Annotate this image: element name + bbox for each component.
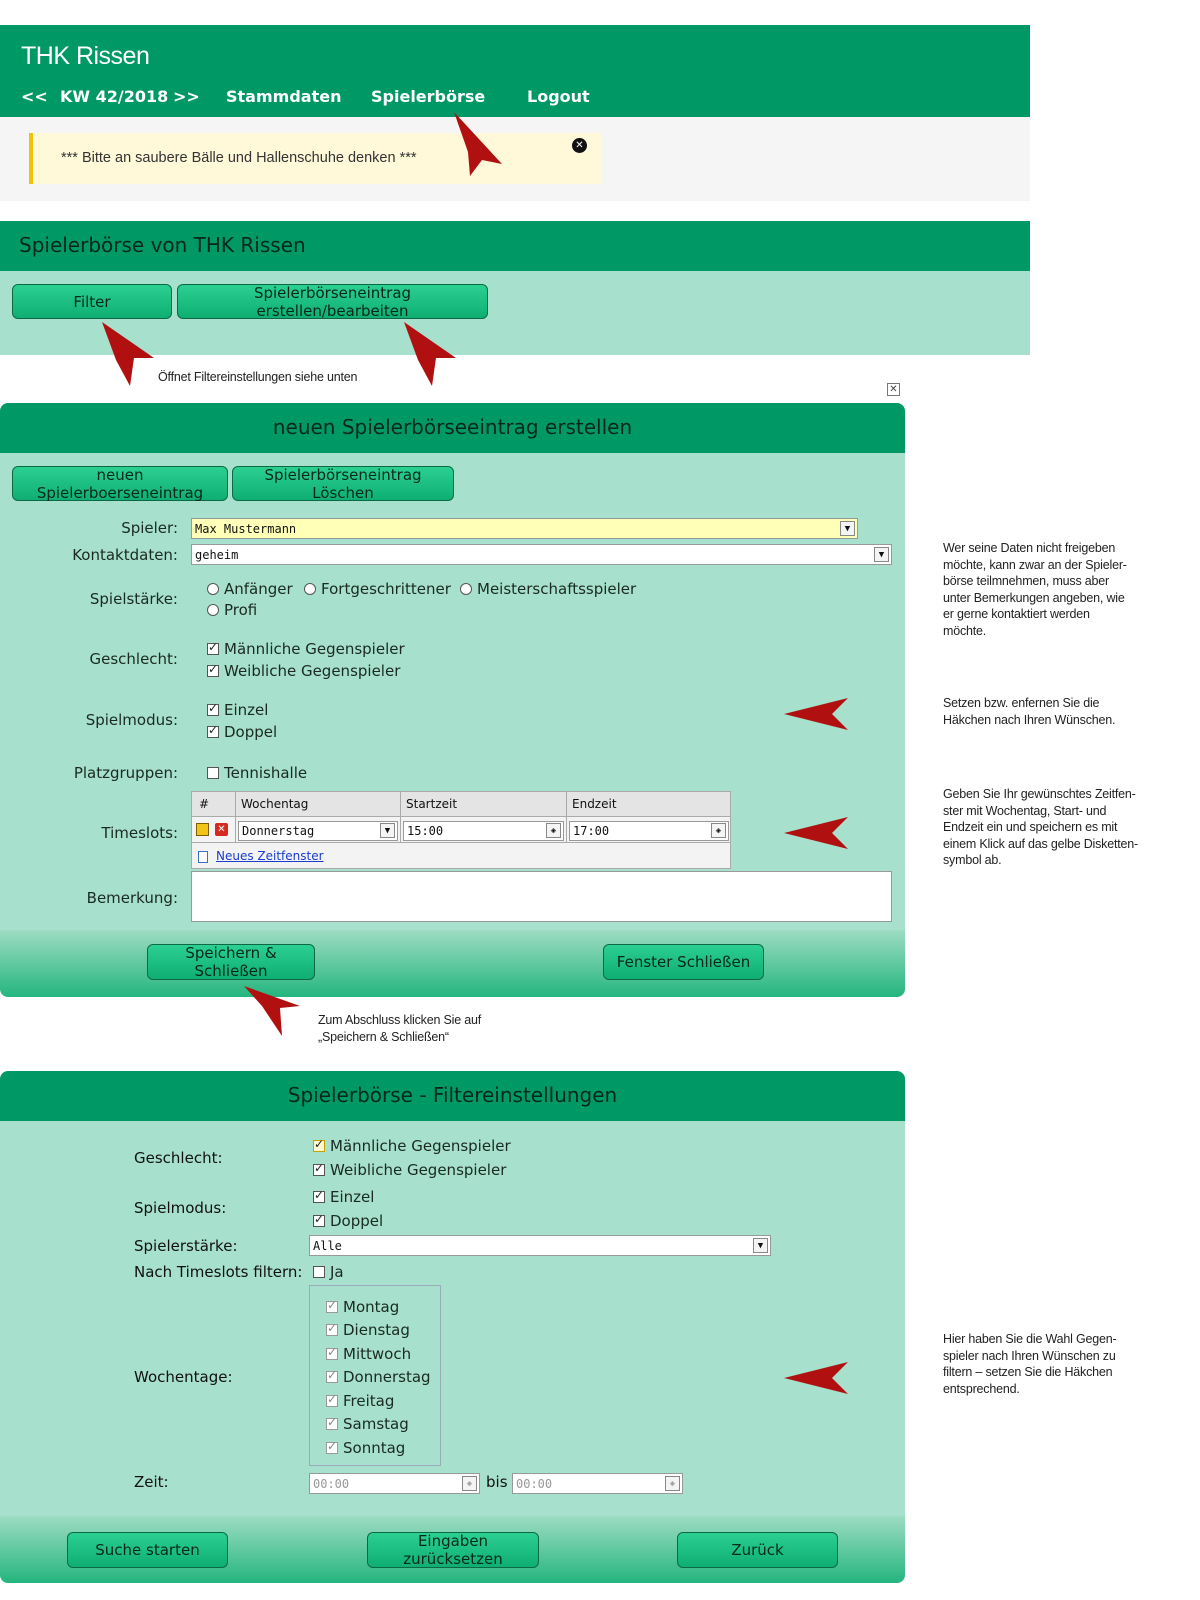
annotation-arrow-icon [400, 318, 462, 390]
filter-title: Spielerbörse - Filtereinstellungen [287, 1083, 618, 1107]
radio-button[interactable] [304, 583, 316, 595]
checkbox-label: Dienstag [343, 1321, 410, 1339]
staerke-meisterschaft-radio[interactable] [460, 580, 636, 598]
filter-staerke-select[interactable] [309, 1235, 771, 1256]
annotation-arrow-icon [782, 1360, 852, 1396]
staerke-profi-radio[interactable] [207, 601, 257, 619]
annotation-arrow-icon [782, 696, 852, 732]
close-window-button[interactable]: Fenster Schließen [603, 944, 764, 980]
notice-text: *** Bitte an saubere Bälle und Hallenschuhe denken *** [61, 150, 417, 166]
checkbox[interactable] [207, 726, 219, 738]
kontakt-label: Kontaktdaten: [72, 546, 178, 564]
spielstaerke-label: Spielstärke: [89, 590, 178, 608]
filter-zeit-to-input[interactable] [512, 1473, 683, 1494]
time-spinner-icon[interactable]: ◈ [546, 823, 561, 838]
staerke-anfaenger-radio[interactable] [207, 580, 293, 598]
radio-button[interactable] [460, 583, 472, 595]
bemerkung-textarea[interactable] [191, 871, 892, 922]
note-line: Zum Abschluss klicken Sie auf [318, 1013, 482, 1027]
zeitfenster-note [943, 786, 1138, 869]
note-line: symbol ab. [943, 853, 1002, 867]
checkbox-label: Sonntag [343, 1439, 406, 1457]
filtern-note [943, 1331, 1117, 1397]
filter-day-mittwoch[interactable] [326, 1345, 411, 1363]
filter-modus-einzel[interactable] [313, 1188, 374, 1206]
spieler-select[interactable] [191, 518, 858, 539]
dialog-title: neuen Spielerbörseeintrag erstellen [272, 415, 633, 439]
col-divider [400, 792, 401, 842]
checkbox[interactable] [313, 1215, 325, 1227]
filter-modus-doppel[interactable] [313, 1212, 383, 1230]
annotation-arrow-icon [782, 815, 852, 851]
week-label: KW 42/2018 [60, 87, 169, 106]
filter-zeit-bis: bis [486, 1473, 508, 1491]
checkbox-label: Donnerstag [343, 1368, 431, 1386]
checkbox[interactable] [313, 1164, 325, 1176]
checkbox[interactable] [313, 1140, 325, 1152]
filter-timeslots-label: Nach Timeslots filtern: [134, 1263, 303, 1281]
checkbox-label: Doppel [224, 723, 278, 741]
checkbox[interactable] [207, 704, 219, 716]
filter-staerke-value: Alle [313, 1238, 342, 1253]
checkbox[interactable] [207, 665, 219, 677]
chevron-down-icon: ▼ [840, 521, 855, 536]
annotation-arrow-icon [98, 318, 160, 390]
checkbox-label: Montag [343, 1298, 400, 1316]
checkbox[interactable] [313, 1266, 325, 1278]
checkbox-label: Mittwoch [343, 1345, 412, 1363]
next-week-link[interactable]: >> [173, 87, 200, 106]
filter-day-samstag[interactable] [326, 1415, 409, 1433]
filter-wochentage-label: Wochentage: [134, 1368, 233, 1386]
note-line: spieler nach Ihren Wünschen zu [943, 1348, 1116, 1363]
timeslot-end-input[interactable] [569, 821, 729, 841]
radio-button[interactable] [207, 604, 219, 616]
nav-stammdaten[interactable]: Stammdaten [226, 87, 342, 106]
note-line: Hier haben Sie die Wahl Gegen- [943, 1332, 1117, 1346]
radio-label: Fortgeschrittener [321, 580, 451, 598]
timeslots-label: Timeslots: [101, 824, 178, 842]
chevron-down-icon: ▼ [380, 823, 395, 838]
boerse-title: Spielerbörse von THK Rissen [19, 233, 306, 257]
spieler-label: Spieler: [121, 519, 178, 537]
checkbox-label: Weibliche Gegenspieler [224, 662, 401, 680]
spielmodus-label: Spielmodus: [85, 711, 178, 729]
timeslot-day-value: Donnerstag [242, 824, 315, 838]
checkbox[interactable] [326, 1442, 338, 1454]
delete-entry-button[interactable]: Spielerbörseneintrag Löschen [232, 466, 454, 501]
geschlecht-maennlich-checkbox[interactable] [207, 640, 405, 658]
platz-tennishalle-checkbox[interactable] [207, 764, 307, 782]
haekchen-note [943, 695, 1115, 728]
nav-spielerboerse[interactable]: Spielerbörse [371, 87, 486, 106]
annotation-arrow-icon [242, 984, 304, 1040]
radio-label: Anfänger [224, 580, 293, 598]
geschlecht-weiblich-checkbox[interactable] [207, 662, 400, 680]
timeslot-end-value: 17:00 [573, 824, 610, 838]
annotation-arrow-icon [450, 108, 510, 178]
timeslot-start-input[interactable] [403, 821, 564, 841]
platzgruppen-label: Platzgruppen: [73, 764, 178, 782]
col-header-startzeit: Startzeit [406, 797, 458, 811]
filter-day-dienstag[interactable] [326, 1321, 410, 1339]
filter-zeit-from-input[interactable] [309, 1473, 480, 1494]
speichern-note [318, 1012, 481, 1045]
geschlecht-label: Geschlecht: [89, 650, 178, 668]
time-spinner-icon[interactable]: ◈ [665, 1476, 680, 1491]
note-line: Setzen bzw. enfernen Sie die [943, 696, 1100, 710]
timeslot-start-value: 15:00 [407, 824, 444, 838]
kontakt-select[interactable] [191, 544, 892, 565]
dialog-close-icon[interactable]: ✕ [887, 383, 900, 396]
note-line: „Speichern & Schließen“ [318, 1029, 449, 1044]
checkbox[interactable] [326, 1348, 338, 1360]
new-timeslot-link[interactable]: Neues Zeitfenster [216, 849, 324, 863]
radio-button[interactable] [207, 583, 219, 595]
checkbox[interactable] [326, 1395, 338, 1407]
note-line: Endzeit ein und speichern es mit [943, 820, 1118, 834]
kontakt-value: geheim [195, 547, 239, 562]
checkbox-label: Samstag [343, 1415, 409, 1433]
note-line: unter Bemerkungen angeben, wie [943, 590, 1125, 605]
note-line: einem Klick auf das gelbe Disketten- [943, 836, 1138, 851]
checkbox[interactable] [326, 1301, 338, 1313]
note-line: Geben Sie Ihr gewünschtes Zeitfen- [943, 787, 1136, 801]
reset-button[interactable]: Eingaben zurücksetzen [367, 1532, 539, 1568]
row-divider [192, 842, 730, 843]
note-line: möchte. [943, 623, 987, 638]
checkbox-label: Weibliche Gegenspieler [330, 1161, 507, 1179]
staerke-fortgeschrittener-radio[interactable] [304, 580, 451, 598]
app-title: THK Rissen [21, 42, 150, 70]
note-line: entsprechend. [943, 1381, 1020, 1396]
filter-geschlecht-maennlich[interactable] [313, 1137, 511, 1155]
checkbox-label: Freitag [343, 1392, 395, 1410]
filter-body [0, 1121, 905, 1516]
col-divider [235, 792, 236, 842]
filter-day-montag[interactable] [326, 1298, 399, 1316]
col-header-endzeit: Endzeit [572, 797, 617, 811]
modus-doppel-checkbox[interactable] [207, 723, 277, 741]
filter-zeit-from-value: 00:00 [313, 1476, 350, 1491]
note-line: Häkchen nach Ihren Wünschen. [943, 712, 1116, 727]
dialog-footer [0, 930, 905, 997]
checkbox[interactable] [207, 767, 219, 779]
time-spinner-icon[interactable]: ◈ [711, 823, 726, 838]
col-header-index: # [199, 797, 210, 811]
filter-button[interactable]: Filter [12, 284, 172, 319]
save-close-button[interactable]: Speichern & Schließen [147, 944, 315, 980]
time-spinner-icon[interactable]: ◈ [462, 1476, 477, 1491]
edit-entry-button[interactable]: Spielerbörseneintrag erstellen/bearbeiten [177, 284, 488, 319]
search-button[interactable]: Suche starten [67, 1532, 228, 1568]
checkbox-label: Doppel [330, 1212, 384, 1230]
note-line: Wer seine Daten nicht freigeben [943, 541, 1116, 555]
checkbox-label: Männliche Gegenspieler [224, 640, 405, 658]
checkbox-label: Einzel [224, 701, 269, 719]
timeslot-day-select[interactable] [238, 821, 398, 841]
filter-day-sonntag[interactable] [326, 1439, 405, 1457]
checkbox-label: Ja [330, 1263, 344, 1281]
filter-zeit-label: Zeit: [134, 1473, 169, 1491]
chevron-down-icon: ▼ [874, 547, 889, 562]
new-document-icon [198, 851, 208, 863]
col-divider [566, 792, 567, 842]
new-entry-button[interactable]: neuen Spielerboerseneintrag [12, 466, 228, 501]
filter-day-donnerstag[interactable] [326, 1368, 431, 1386]
chevron-down-icon: ▼ [753, 1238, 768, 1253]
note-line: möchte, kann zwar an der Spieler- [943, 557, 1127, 572]
bemerkung-label: Bemerkung: [86, 889, 178, 907]
save-disk-icon[interactable] [196, 823, 209, 836]
checkbox[interactable] [326, 1418, 338, 1430]
note-line: er gerne kontaktiert werden [943, 607, 1090, 621]
modus-einzel-checkbox[interactable] [207, 701, 268, 719]
filter-staerke-label: Spielerstärke: [134, 1237, 238, 1255]
checkbox-label: Tennishalle [224, 764, 308, 782]
filter-timeslots-ja[interactable] [313, 1263, 344, 1281]
checkbox[interactable] [326, 1324, 338, 1336]
filter-note: Öffnet Filtereinstellungen siehe unten [158, 370, 358, 384]
prev-week-link[interactable]: << [21, 87, 48, 106]
note-line: filtern – setzen Sie die Häkchen [943, 1365, 1113, 1379]
filter-geschlecht-label: Geschlecht: [134, 1149, 223, 1167]
back-button[interactable]: Zurück [677, 1532, 838, 1568]
filter-zeit-to-value: 00:00 [516, 1476, 553, 1491]
radio-label: Profi [224, 601, 258, 619]
note-line: ster mit Wochentag, Start- und [943, 803, 1107, 818]
checkbox[interactable] [207, 643, 219, 655]
filter-geschlecht-weiblich[interactable] [313, 1161, 506, 1179]
checkbox-label: Einzel [330, 1188, 375, 1206]
kontakt-note [943, 540, 1127, 639]
delete-row-icon[interactable]: ✕ [215, 823, 228, 836]
checkbox[interactable] [313, 1191, 325, 1203]
radio-label: Meisterschaftsspieler [477, 580, 637, 598]
col-header-wochentag: Wochentag [241, 797, 309, 811]
close-notice-icon[interactable]: ✕ [572, 138, 587, 153]
spieler-value: Max Mustermann [195, 521, 297, 536]
filter-spielmodus-label: Spielmodus: [134, 1199, 227, 1217]
checkbox-label: Männliche Gegenspieler [330, 1137, 511, 1155]
filter-day-freitag[interactable] [326, 1392, 394, 1410]
note-line: börse teilmnehmen, muss aber [943, 574, 1110, 588]
checkbox[interactable] [326, 1371, 338, 1383]
nav-logout[interactable]: Logout [527, 87, 590, 106]
